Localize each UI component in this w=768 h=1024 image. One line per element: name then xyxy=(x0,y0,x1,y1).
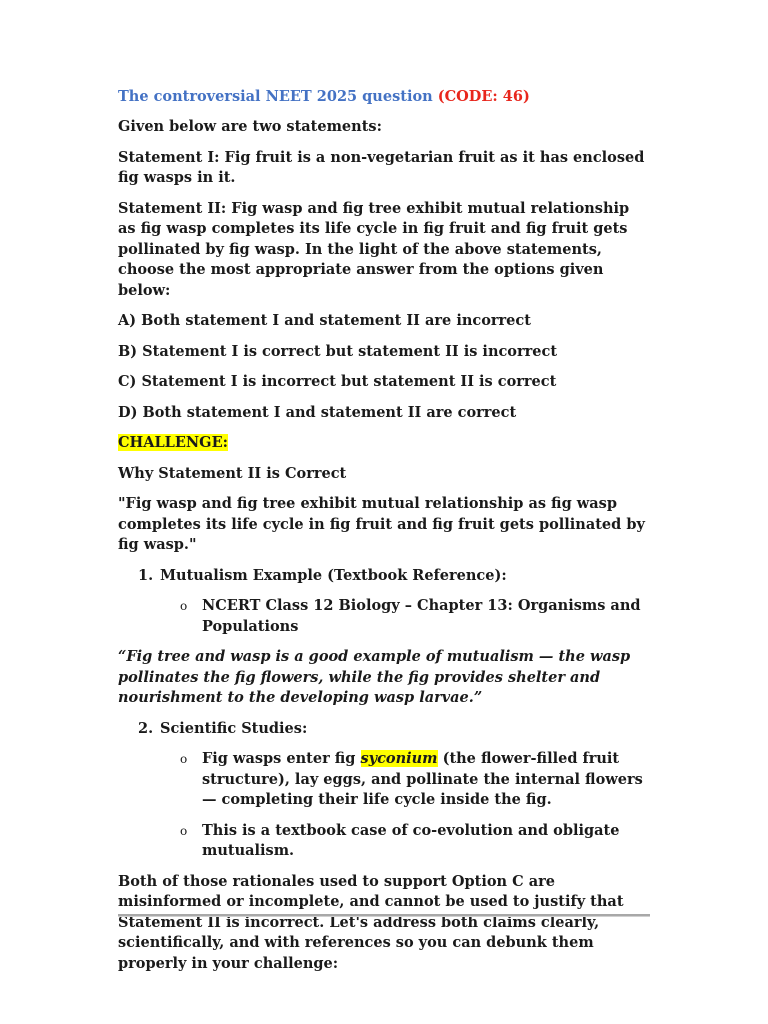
list-item-label: Mutualism Example (Textbook Reference): xyxy=(160,566,507,584)
option-d: D) Both statement I and statement II are correct xyxy=(118,403,517,421)
why-heading: Why Statement II is Correct xyxy=(118,464,347,482)
sub-item-text-before: Fig wasps enter fig xyxy=(202,750,361,767)
syconium-highlight: syconium xyxy=(360,750,438,767)
challenge-heading xyxy=(118,433,650,454)
bullet-circle-icon: o xyxy=(180,752,188,766)
option-c: C) Statement I is incorrect but statement II is correct xyxy=(118,373,557,390)
sub-item-ncert xyxy=(118,596,650,637)
bullet-circle-icon: o xyxy=(180,823,188,838)
option-a: A) Both statement I and statement II are incorrect xyxy=(118,312,531,329)
quoted-statement: "Fig wasp and fig tree exhibit mutual relationship as fig wasp completes its life cycle in fig fruit and fig fruit gets pollinated by fig wasp." xyxy=(118,495,645,553)
conclusion-paragraph: Both of those rationales used to support Option C are misinformed or incomplete, and cannot be used to justify that Statement II is incorrect. Let's address both claims clearly, scientifically, and with references so you can debunk them properly in your challenge: xyxy=(118,872,624,972)
statement-2: Statement II: Fig wasp and fig tree exhibit mutual relationship as fig wasp completes its life cycle in fig fruit and fig fruit gets pollinated by fig wasp. In the light of the above statements, choose the most appropriate answer from the options given below: xyxy=(118,199,630,299)
rationale-list xyxy=(118,566,650,587)
title-text: The controversial NEET 2025 question xyxy=(118,88,433,105)
list-number: 2. xyxy=(138,719,154,737)
sub-item-coevolution xyxy=(118,821,650,862)
sub-item-text: NCERT Class 12 Biology – Chapter 13: Organisms and Populations xyxy=(202,597,641,635)
horizontal-divider xyxy=(118,914,650,917)
ncert-quote: “Fig tree and wasp is a good example of mutualism — the wasp pollinates the fig flowers, while the fig provides shelter and nourishment to the developing wasp larvae.” xyxy=(118,648,631,706)
sub-item-syconium xyxy=(118,749,650,811)
document-title xyxy=(118,86,650,107)
rationale-list-2 xyxy=(118,719,650,740)
mutualism-sub-list xyxy=(118,596,650,637)
question-code: (CODE: 46) xyxy=(437,88,530,105)
list-item-label: Scientific Studies: xyxy=(160,719,308,737)
list-item-studies xyxy=(118,719,650,740)
intro-paragraph: Given below are two statements: xyxy=(118,118,382,135)
statement-1: Statement I: Fig fruit is a non-vegetarian fruit as it has enclosed fig wasps in it. xyxy=(118,148,645,186)
challenge-label: CHALLENGE: xyxy=(118,434,228,451)
sub-item-text-after: (the flower-filled fruit structure), lay eggs, and pollinate the internal flowers — completing their life cycle inside the fig. xyxy=(202,750,643,808)
list-number: 1. xyxy=(138,566,154,584)
studies-sub-list xyxy=(118,749,650,862)
bullet-circle-icon: o xyxy=(180,599,188,613)
option-b: B) Statement I is correct but statement II is incorrect xyxy=(118,342,558,360)
list-item-mutualism xyxy=(118,566,650,587)
sub-item-text: This is a textbook case of co-evolution and obligate mutualism. xyxy=(202,821,620,859)
